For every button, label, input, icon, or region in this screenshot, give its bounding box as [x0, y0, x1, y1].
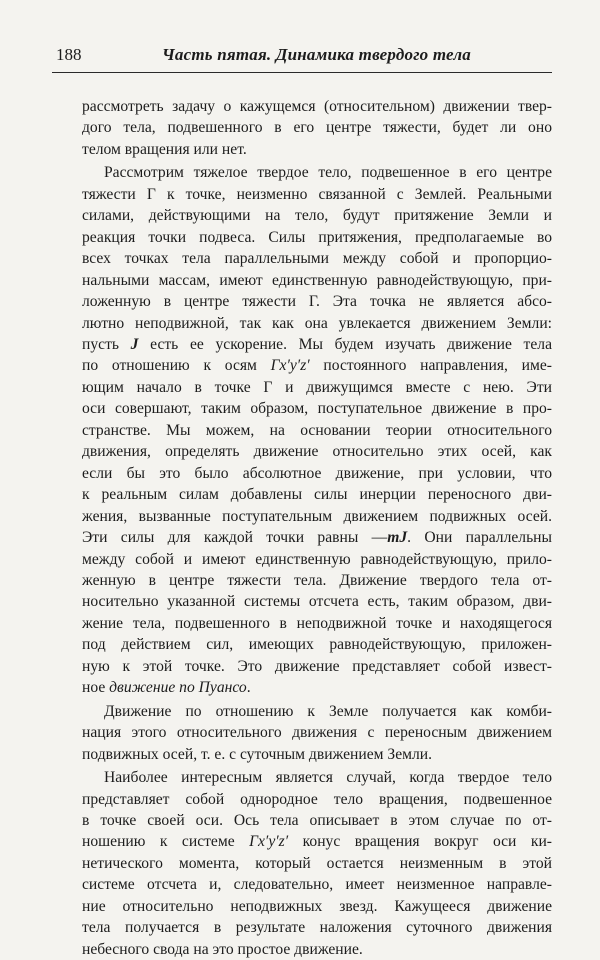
paragraph [82, 767, 552, 960]
text-line: системе отсчета и, следовательно, имеет неизменное направле- [82, 876, 552, 894]
text-line: оси совершают, таким образом, поступательное движение в про- [82, 400, 552, 418]
text-line: между собой и имеют единственную равнодействующую, прило- [82, 550, 552, 568]
text-line: тяжести Γ к точке, неизменно связанной с Землей. Реальными [82, 185, 552, 203]
text-line: Наиболее интересным является случай, когда твердое тело [104, 769, 552, 787]
text-line: женную в центре тяжести тела. Движение твердого тела от- [82, 571, 552, 589]
text-line: дого тела, подвешенного в его центре тяжести, будет ли оно [82, 119, 552, 137]
text-line: ющим начало в точке Γ и движущимся вместе с нею. Эти [82, 378, 552, 396]
text-line: всех точках тела параллельными между собой и пропорцио- [82, 250, 552, 268]
text-line: нетического момента, который остается неизменным в этой [82, 854, 552, 872]
text-line: к реальным силам добавлены силы инерции переносного дви- [82, 486, 552, 504]
text-line: если бы это было абсолютное движение, при условии, что [82, 464, 552, 482]
text-line: ложенную в центре тяжести Γ. Эта точка не является абсо- [82, 293, 552, 311]
text-line: носительно указанной системы отсчета есть, таким образом, дви- [82, 593, 552, 611]
text-line: представляет собой однородное тело вращения, подвешенное [82, 790, 552, 808]
text-line: под действием сил, имеющих равнодействующую, приложен- [82, 636, 552, 654]
text-line: жение тела, подвешенного в неподвижной точке и находящегося [82, 614, 552, 632]
text-line: рассмотреть задачу о кажущемся (относительном) движении твер- [82, 98, 552, 115]
text-line: Эти силы для каждой точки равны —mJ. Они параллельны [82, 529, 553, 547]
body-text [82, 96, 552, 960]
text-line: пусть J есть ее ускорение. Мы будем изучать движение тела [82, 335, 552, 353]
text-line: нальными массам, имеют единственную равнодействующую, при- [82, 271, 552, 289]
text-line: в точке своей оси. Ось тела описывает в этом случае по от- [82, 811, 552, 829]
text-line: подвижных осей, т. е. с суточным движением Земли. [82, 745, 433, 763]
running-title: Часть пятая. Динамика твердого тела [162, 45, 471, 64]
paragraph [82, 701, 552, 765]
text-line: небесного свода на это простое движение. [82, 940, 363, 958]
text-line: тела получается в результате наложения суточного движения [82, 919, 552, 937]
text-line: ние относительно неподвижных звезд. Кажущееся движение [82, 897, 552, 915]
text-line: Движение по отношению к Земле получается как комби- [104, 702, 552, 720]
text-line: ную к этой точке. Это движение представляет собой извест- [82, 657, 552, 675]
page-header [52, 43, 552, 73]
text-line: странстве. Мы можем, на основании теории относительного [82, 421, 552, 439]
text-line: силами, действующими на тело, будут притяжение Земли и [82, 207, 552, 225]
text-line: ношению к системе Γx′y′z′ конус вращения вокруг оси ки- [82, 833, 552, 851]
text-line: движения, определять движение относительно этих осей, как [82, 443, 552, 461]
header-rule [52, 72, 552, 73]
text-line: жения, вызванные поступательным движением подвижных осей. [82, 507, 552, 525]
paragraph [82, 96, 552, 160]
text-line: телом вращения или нет. [82, 140, 247, 158]
paragraph [82, 162, 552, 698]
text-line: лютно неподвижной, так как она увлекается движением Земли: [82, 314, 552, 332]
text-line: Рассмотрим тяжелое твердое тело, подвешенное в его центре [104, 164, 552, 182]
text-line: реакция точки подвеса. Силы притяжения, предполагаемые во [82, 228, 552, 246]
page-number: 188 [56, 45, 82, 64]
text-line: по отношению к осям Γx′y′z′ постоянного направления, име- [82, 357, 552, 375]
text-line: нация этого относительного движения с переносным движением [82, 724, 552, 742]
text-line: ное движение по Пуансо. [82, 679, 251, 697]
